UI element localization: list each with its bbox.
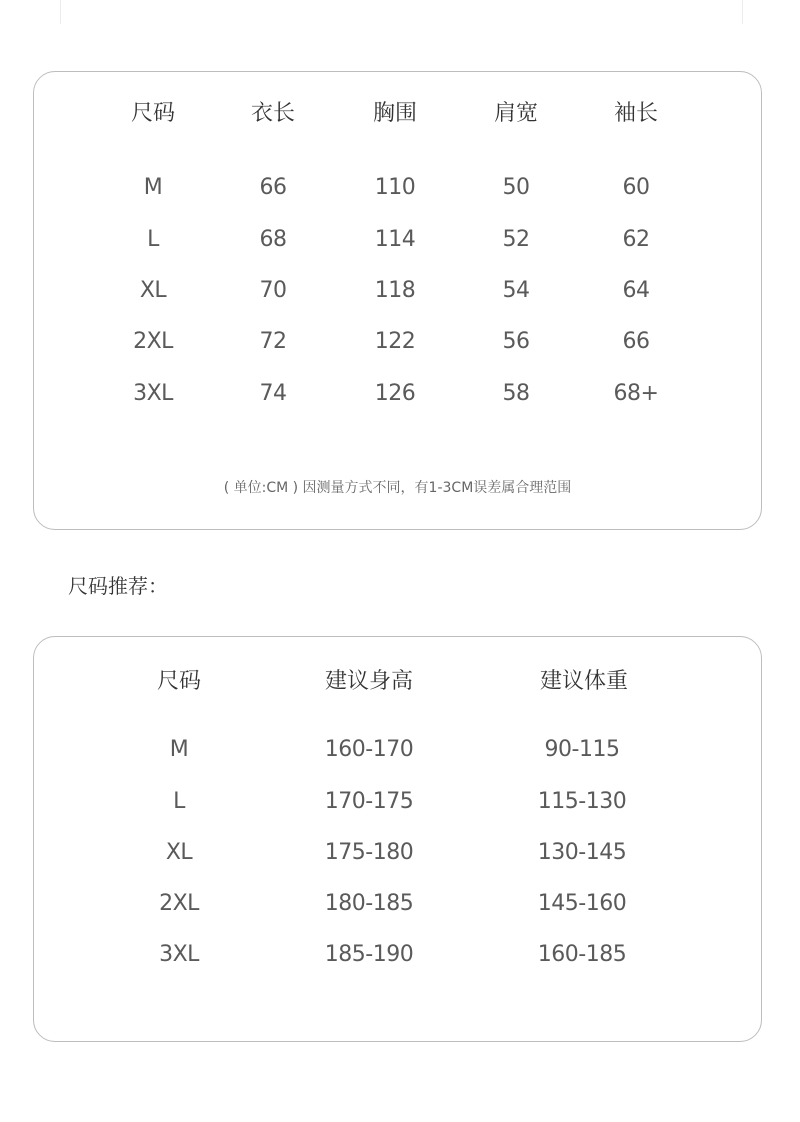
size-chart-cell: XL xyxy=(139,278,167,303)
recommend-cell: M xyxy=(169,737,189,762)
size-chart-cell: 70 xyxy=(259,278,287,303)
size-chart-cell: 114 xyxy=(374,227,416,252)
size-chart-cell: 110 xyxy=(374,175,416,200)
size-chart-cell: 66 xyxy=(622,329,650,354)
size-chart-header-length: 衣长 xyxy=(250,101,296,126)
size-chart-header-size: 尺码 xyxy=(130,101,176,126)
size-chart-card xyxy=(33,71,762,530)
top-edge-line-left xyxy=(60,0,61,24)
recommend-cell: 180-185 xyxy=(324,891,414,916)
size-chart-header-sleeve: 袖长 xyxy=(613,101,659,126)
size-chart-cell: 68 xyxy=(259,227,287,252)
recommend-cell: 90-115 xyxy=(544,737,620,762)
recommend-cell: L xyxy=(173,789,185,814)
size-chart-cell: 3XL xyxy=(133,381,173,406)
recommend-cell: 130-145 xyxy=(537,840,627,865)
size-chart-header-shoulder: 肩宽 xyxy=(493,101,539,126)
size-chart-cell: 72 xyxy=(259,329,287,354)
recommend-cell: 2XL xyxy=(159,891,199,916)
size-chart-cell: 50 xyxy=(502,175,530,200)
recommend-header-height: 建议身高 xyxy=(324,669,414,694)
size-chart-header-chest: 胸围 xyxy=(372,101,418,126)
recommend-cell: 170-175 xyxy=(324,789,414,814)
size-chart-cell: 122 xyxy=(374,329,416,354)
recommend-cell: 185-190 xyxy=(324,942,414,967)
recommend-cell: 160-170 xyxy=(324,737,414,762)
size-chart-cell: M xyxy=(143,175,163,200)
size-chart-cell: 52 xyxy=(502,227,530,252)
size-chart-cell: 62 xyxy=(622,227,650,252)
size-chart-cell: 64 xyxy=(622,278,650,303)
size-chart-cell: 74 xyxy=(259,381,287,406)
recommendation-title: 尺码推荐： xyxy=(68,574,168,598)
size-chart-cell: 56 xyxy=(502,329,530,354)
size-chart-cell: 66 xyxy=(259,175,287,200)
recommend-cell: 115-130 xyxy=(537,789,627,814)
size-recommendation-card xyxy=(33,636,762,1042)
recommend-cell: 175-180 xyxy=(324,840,414,865)
top-edge-line-right xyxy=(742,0,743,24)
recommend-cell: XL xyxy=(165,840,193,865)
recommend-cell: 3XL xyxy=(159,942,199,967)
recommend-cell: 160-185 xyxy=(537,942,627,967)
size-chart-cell: 2XL xyxy=(133,329,173,354)
recommend-header-size: 尺码 xyxy=(156,669,202,694)
size-chart-cell: 126 xyxy=(374,381,416,406)
size-chart-cell: 118 xyxy=(374,278,416,303)
size-chart-cell: 60 xyxy=(622,175,650,200)
measurement-note: ( 单位:CM ) 因测量方式不同，有1-3CM误差属合理范围 xyxy=(223,480,572,496)
size-chart-cell: 54 xyxy=(502,278,530,303)
size-chart-cell: 68+ xyxy=(613,381,659,406)
recommend-cell: 145-160 xyxy=(537,891,627,916)
size-chart-cell: L xyxy=(147,227,159,252)
size-chart-cell: 58 xyxy=(502,381,530,406)
recommend-header-weight: 建议体重 xyxy=(539,669,629,694)
